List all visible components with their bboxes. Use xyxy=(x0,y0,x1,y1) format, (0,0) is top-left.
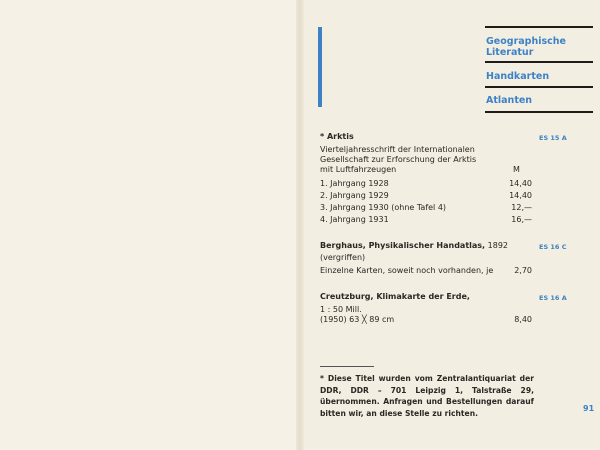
section-rule xyxy=(485,61,593,63)
section-rule xyxy=(485,86,593,88)
entry-desc: Vierteljahresschrift der Internationalen xyxy=(320,145,475,154)
entry-desc: mit Luftfahrzeugen xyxy=(320,165,397,174)
footnote-rule xyxy=(320,366,374,367)
list-item: 1. Jahrgang 1928 xyxy=(320,179,389,188)
list-item: 4. Jahrgang 1931 xyxy=(320,215,389,224)
section-label-line2: Literatur xyxy=(486,47,534,58)
entry-note: (vergriffen) xyxy=(320,253,366,262)
blue-margin-bar xyxy=(318,27,322,107)
page-number: 91 xyxy=(583,404,595,413)
item-price: 14,40 xyxy=(509,179,532,188)
entry-title-creutzburg: Creutzburg, Klimakarte der Erde, xyxy=(320,292,470,301)
section-rule xyxy=(485,26,593,28)
footnote: * Diese Titel wurden vom Zentralantiquariat der DDR, DDR – 701 Leipzig 1, Talstraße 29, übernommen. Anfragen und Bestellungen darauf bitten wir, an diese Stelle zu richten. xyxy=(320,374,534,418)
entry-berghaus xyxy=(320,241,508,251)
entry-line: Einzelne Karten, soweit noch vorhanden, je xyxy=(320,266,494,275)
item-price: 12,— xyxy=(511,203,532,212)
entry-desc: Gesellschaft zur Erforschung der Arktis xyxy=(320,155,477,164)
entry-code: ES 16 C xyxy=(539,243,567,251)
section-rule xyxy=(485,111,593,113)
section-label-line1: Geographische xyxy=(486,36,566,47)
entry-year: 1892 xyxy=(487,241,508,250)
item-price: 14,40 xyxy=(509,191,532,200)
currency-label: M xyxy=(513,165,520,174)
list-item: 2. Jahrgang 1929 xyxy=(320,191,389,200)
entry-line: (1950) 63 ╳ 89 cm xyxy=(320,315,395,324)
item-price: 2,70 xyxy=(514,266,532,275)
section-atlanten: Atlanten xyxy=(486,95,533,106)
section-geographische-literatur xyxy=(486,36,566,58)
entry-code: ES 15 A xyxy=(539,134,567,142)
entry-title: Berghaus, Physikalischer Handatlas, xyxy=(320,241,486,250)
list-item: 3. Jahrgang 1930 (ohne Tafel 4) xyxy=(320,203,447,212)
entry-title-arktis: * Arktis xyxy=(320,132,354,141)
item-price: 8,40 xyxy=(514,315,532,324)
entry-scale: 1 : 50 Mill. xyxy=(320,305,362,314)
entry-code: ES 16 A xyxy=(539,294,567,302)
item-price: 16,— xyxy=(511,215,532,224)
page-fold xyxy=(296,0,304,450)
section-handkarten: Handkarten xyxy=(486,71,550,82)
